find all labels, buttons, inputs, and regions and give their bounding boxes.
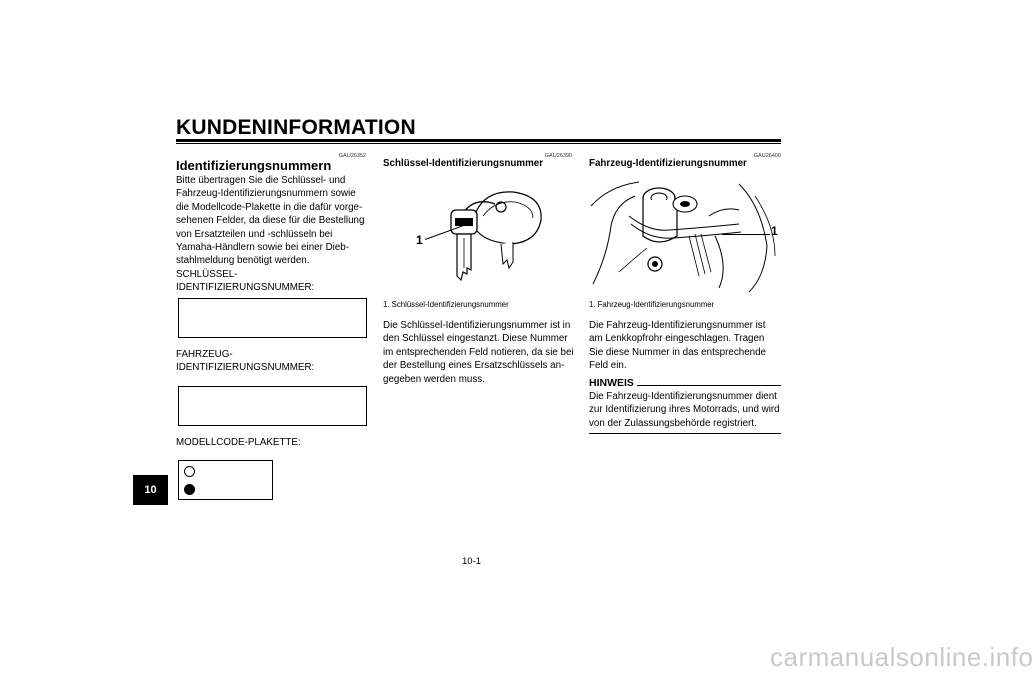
watermark: carmanualsonline.info bbox=[770, 642, 1033, 672]
hint-rule-bottom bbox=[589, 433, 781, 434]
vehicle-callout-number: 1 bbox=[771, 224, 778, 238]
col2-line: den Schlüssel eingestanzt. Diese Nummer bbox=[383, 333, 568, 345]
page-number: 10-1 bbox=[462, 556, 482, 567]
col1-line: die Modellcode-Plakette in die dafür vorge- bbox=[176, 201, 363, 213]
key-illustration bbox=[383, 176, 578, 294]
vehicle-id-label-2: IDENTIFIZIERUNGSNUMMER: bbox=[176, 362, 315, 374]
key-id-label: SCHLÜSSEL- bbox=[176, 268, 238, 280]
hint-line: Die Fahrzeug-Identifizierungsnummer dient bbox=[589, 391, 777, 402]
col3-code: GAU26400 bbox=[753, 153, 781, 159]
hint-title: HINWEIS bbox=[589, 377, 634, 389]
col2-caption: 1. Schlüssel-Identifizierungsnummer bbox=[383, 300, 509, 309]
col1-heading: Identifizierungsnummern bbox=[176, 158, 332, 173]
title-rule bbox=[176, 139, 781, 142]
chapter-tab: 10 bbox=[133, 475, 168, 505]
col2-paragraph bbox=[383, 319, 578, 386]
hint-rule-top bbox=[637, 385, 781, 386]
hint-line: zur Identifizierung ihres Motorrads, und wird bbox=[589, 404, 780, 416]
col2-line: der Bestellung eines Ersatzschlüssels an- bbox=[383, 360, 565, 372]
key-callout-number: 1 bbox=[416, 233, 423, 247]
col1-line: von Ersatzteilen und -schlüsseln bei bbox=[176, 228, 333, 240]
col2-code: GAU26390 bbox=[544, 153, 572, 159]
col1-line: Yamaha-Händlern sowie bei einer Dieb- bbox=[176, 242, 349, 254]
hint-text bbox=[589, 390, 784, 430]
col2-heading: Schlüssel-Identifizierungsnummer bbox=[383, 158, 544, 169]
steering-head-illustration bbox=[589, 176, 781, 294]
model-code-label: MODELLCODE-PLAKETTE: bbox=[176, 437, 301, 448]
hint-line: von der Zulassungsbehörde registriert. bbox=[589, 417, 757, 429]
col2-line: Die Schlüssel-Identifizierungsnummer ist in bbox=[383, 320, 571, 331]
vehicle-callout-leader bbox=[722, 234, 770, 235]
key-id-field[interactable] bbox=[178, 298, 367, 338]
vehicle-id-label-block bbox=[176, 348, 314, 375]
col1-line: Bitte übertragen Sie die Schlüssel- und bbox=[176, 175, 346, 186]
title-rule-thin bbox=[176, 143, 781, 144]
col1-line: stahlmeldung benötigt werden. bbox=[176, 255, 310, 267]
col3-caption: 1. Fahrzeug-Identifizierungsnummer bbox=[589, 300, 715, 309]
page-title: KUNDENINFORMATION bbox=[176, 116, 416, 139]
vehicle-id-field[interactable] bbox=[178, 386, 367, 426]
col3-line: Die Fahrzeug-Identifizierungsnummer ist bbox=[589, 320, 766, 331]
model-code-field[interactable] bbox=[178, 460, 273, 500]
col3-paragraph bbox=[589, 319, 784, 373]
col1-paragraph bbox=[176, 174, 371, 295]
open-circle-icon bbox=[184, 466, 195, 477]
col3-line: Feld ein. bbox=[589, 360, 627, 372]
col3-heading: Fahrzeug-Identifizierungsnummer bbox=[589, 158, 747, 169]
col3-line: am Lenkkopfrohr eingeschlagen. Tragen bbox=[589, 333, 765, 345]
key-id-label-2: IDENTIFIZIERUNGSNUMMER: bbox=[176, 282, 315, 294]
filled-circle-icon bbox=[184, 484, 195, 495]
col2-line: gegeben werden muss. bbox=[383, 373, 485, 385]
col1-line: sehenen Felder, da diese für die Bestellung bbox=[176, 215, 365, 227]
col1-line: Fahrzeug-Identifizierungsnummern sowie bbox=[176, 188, 356, 200]
col2-line: im entsprechenden Feld notieren, da sie bei bbox=[383, 346, 574, 358]
col3-line: Sie diese Nummer in das entsprechende bbox=[589, 346, 766, 358]
col1-code: GAU26352 bbox=[338, 153, 366, 159]
vehicle-id-label: FAHRZEUG- bbox=[176, 349, 233, 360]
